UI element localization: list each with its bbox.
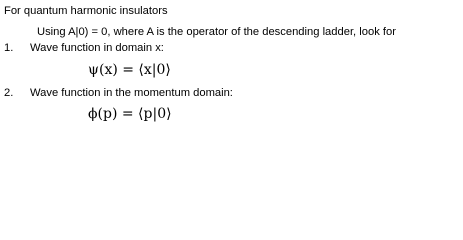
list-item-number: 1. xyxy=(4,42,14,54)
list-item-text: Wave function in the momentum domain: xyxy=(30,87,233,99)
list-item-text: Wave function in domain x: xyxy=(30,42,164,54)
list-item-2 xyxy=(4,88,233,99)
intro-text: Using A|0) = 0, where A is the operator of the descending ladder, look for xyxy=(37,26,396,38)
list-item-number: 2. xyxy=(4,87,14,99)
wave-function-momentum-equation: ϕ(p) = ⟨p|0⟩ xyxy=(88,106,172,122)
list-item-1 xyxy=(4,43,164,54)
document-heading: For quantum harmonic insulators xyxy=(4,5,168,17)
wave-function-position-equation: ψ(x) = ⟨x|0⟩ xyxy=(88,62,171,78)
